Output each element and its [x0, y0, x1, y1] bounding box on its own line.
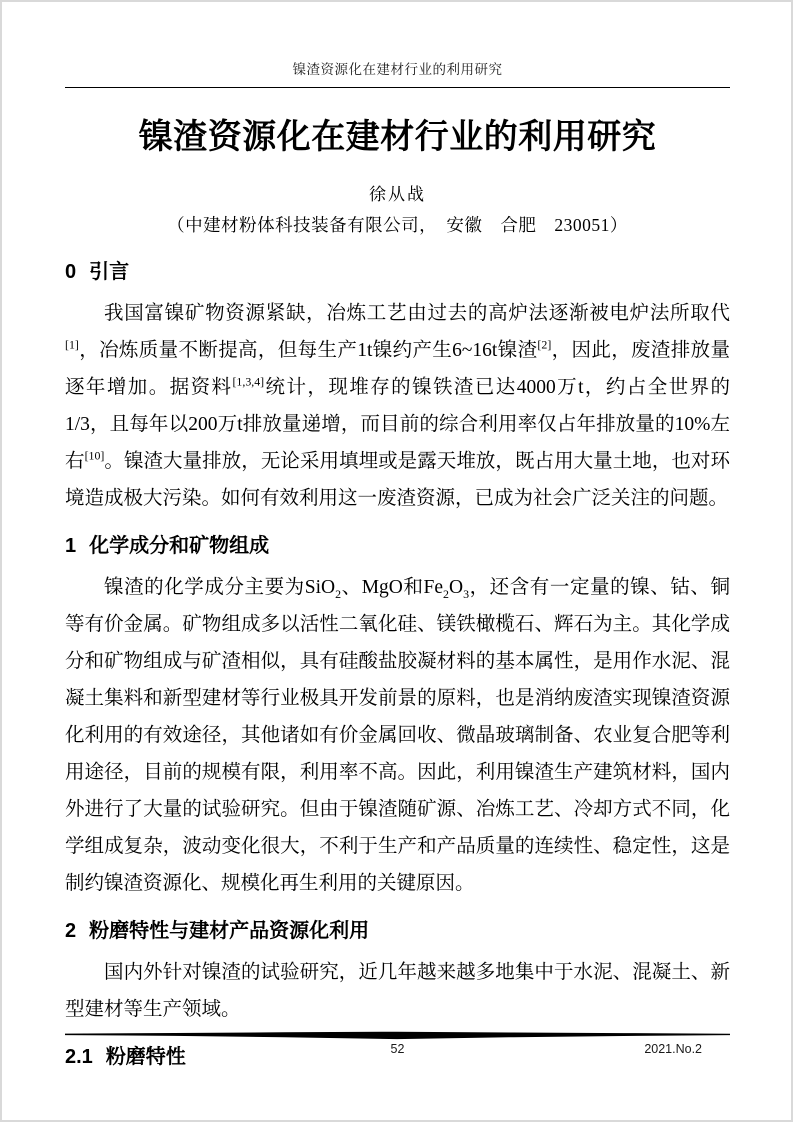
section-number: 0 — [65, 261, 77, 284]
author-affiliation: （中建材粉体科技装备有限公司， 安徽 合肥 230051） — [167, 215, 628, 236]
section-number: 2 — [65, 920, 77, 943]
footer-text-row — [65, 1042, 730, 1056]
section-number: 1 — [65, 535, 77, 558]
section-title: 粉磨特性与建材产品资源化利用 — [89, 920, 370, 943]
header-rule — [65, 87, 730, 88]
section-title: 粉磨特性 — [105, 1046, 186, 1069]
article-title: 镍渣资源化在建材行业的利用研究 — [138, 118, 657, 156]
page-footer — [65, 1031, 730, 1056]
section-heading-0 — [65, 257, 730, 287]
author-name: 徐从战 — [369, 185, 426, 205]
paragraph: 镍渣的化学成分主要为SiO$_2$、MgO和$Fe_2O_3$，还含有一定量的镍、钴、铜等有价金属。矿物组成多以活性二氧化硅、镁铁橄榄石、辉石为主。其化学成分和矿物组成与矿渣相似，具有硅酸盐胶凝材料的基本属性，是用作水泥、混凝土集料和新型建材等行业极具开发前景的原料，也是消纳废渣实现镍渣资源化利用的有效途径，其他诸如有价金属回收、微晶玻璃制备、农业复合肥等利用途径，目前的规模有限，利用率不高。因此，利用镍渣生产建筑材料，国内外进行了大量的试验研究。但由于镍渣随矿源、冶炼工艺、冷却方式不同，化学组成复杂，波动变化很大，不利于生产和产品质量的连续性、稳定性，这是制约镍渣资源化、规模化再生利用的关键原因。 — [65, 577, 730, 895]
section-heading-1 — [65, 531, 730, 561]
section-title: 引言 — [89, 261, 130, 284]
page-number: 52 — [390, 1042, 405, 1056]
journal-issue: 2021.No.2 — [644, 1042, 702, 1056]
paragraph: 国内外针对镍渣的试验研究，近几年越来越多地集中于水泥、混凝土、新型建材等生产领域。 — [65, 962, 730, 1021]
footer-ornament-rule — [65, 1031, 730, 1040]
page-content — [65, 2, 730, 1080]
paragraph: 我国富镍矿物资源紧缺，冶炼工艺由过去的高炉法逐渐被电炉法所取代[1]，冶炼质量不断提高，但每生产1t镍约产生6~16t镍渣[2]，因此，废渣排放量逐年增加。据资料[1,3,4]统计，现堆存的镍铁渣已达4000万t，约占全世界的1/3，且每年以200万t排放量递增，而目前的综合利用率仅占年排放量的10%左右[10]。镍渣大量排放，无论采用填埋或是露天堆放，既占用大量土地，也对环境造成极大污染。如何有效利用这一废渣资源，已成为社会广泛关注的问题。 — [65, 303, 730, 510]
running-head: 镍渣资源化在建材行业的利用研究 — [292, 62, 503, 77]
section-number: 2.1 — [65, 1046, 93, 1069]
section-title: 化学成分和矿物组成 — [89, 535, 270, 558]
section-heading-2 — [65, 916, 730, 946]
